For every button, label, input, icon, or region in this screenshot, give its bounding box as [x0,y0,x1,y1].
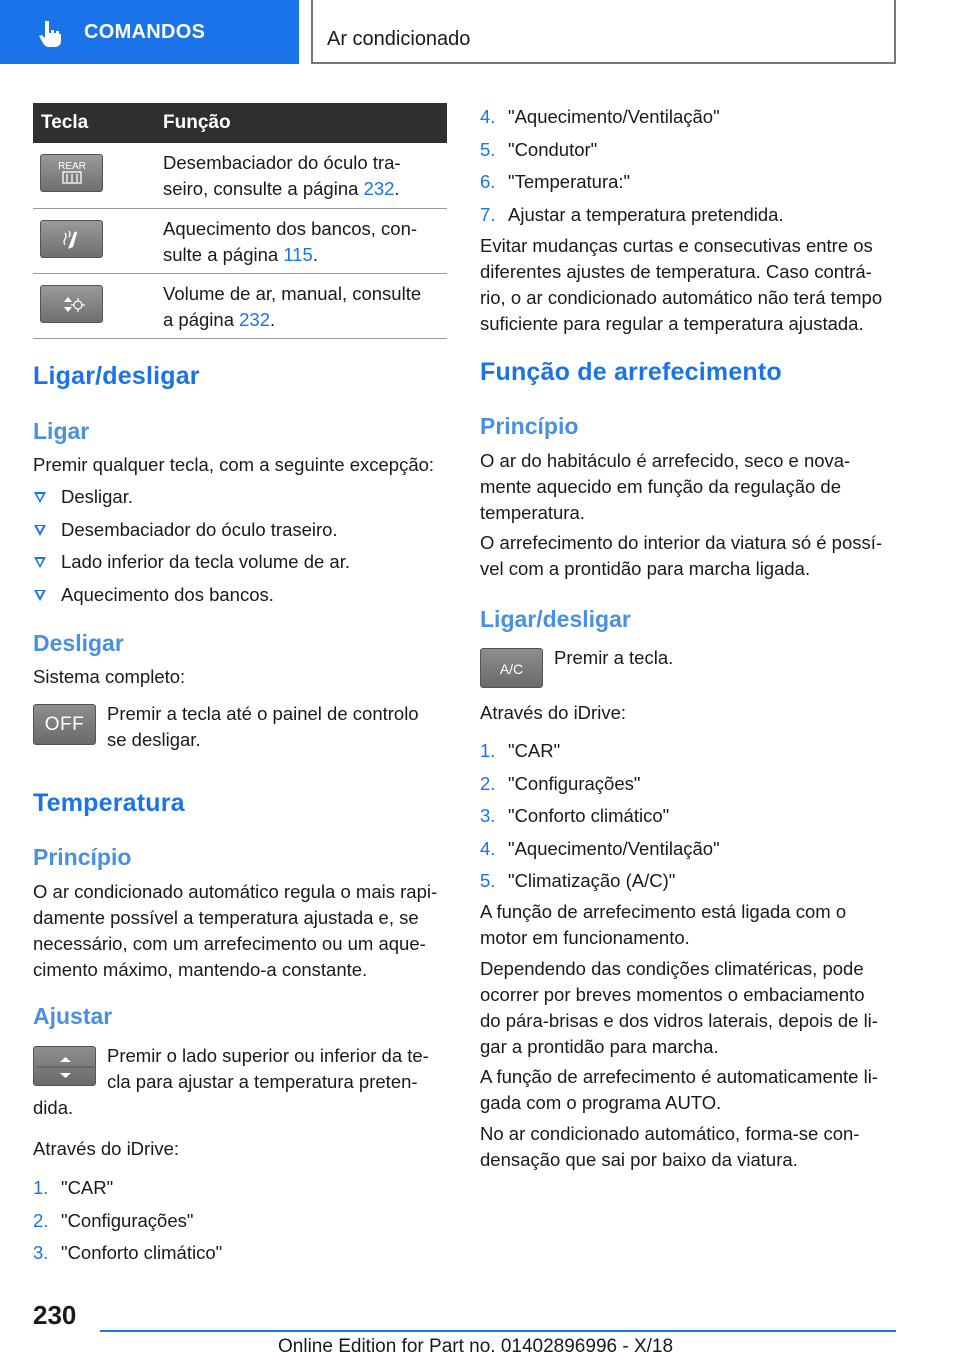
ac-key-label: A/C [499,661,524,677]
header-key: Tecla [41,112,89,133]
avoid-line: diferentes ajustes de temperatura. Caso contrá- [480,261,872,282]
punct: . [312,244,318,265]
principio-line: damente possível a temperatura ajustada e, se [33,907,419,928]
row-text-line: a página [163,309,240,330]
avoid-line: Evitar mudanças curtas e consecutivas entre os [480,235,873,256]
p4-line: Dependendo das condições climatéricas, pode [480,958,864,979]
list-item: 3. "Conforto climático" [480,805,670,826]
ajustar-line: dida. [33,1097,74,1118]
idrive-steps-ac [480,738,720,901]
triangle-bullet-icon [34,590,46,601]
row-text-line: Desembaciador do óculo tra- [163,152,401,173]
off-text-1: Premir a tecla até o painel de controlo [107,703,419,724]
ac-key-icon [480,648,543,688]
heading-ligar: Ligar [33,418,90,444]
p4-line: gar a prontidão para marcha. [480,1036,719,1057]
heading-ajustar: Ajustar [33,1003,113,1029]
list-item: 4. "Aquecimento/Ventilação" [480,106,720,127]
svg-text:REAR: REAR [58,161,86,172]
list-item: 1. "CAR" [480,740,561,761]
p3-line: A função de arrefecimento está ligada com o [480,901,847,922]
list-item: 7. Ajustar a temperatura pretendida. [480,203,784,225]
avoid-line: suficiente para regular a temperatura ajustada. [480,313,864,334]
list-item: 2. "Configurações" [33,1209,194,1231]
page-link[interactable]: 232 [363,178,395,199]
p1-line: mente aquecido em função da regulação de [480,476,842,497]
chapter-tab[interactable] [0,0,299,64]
p3-line: motor em funcionamento. [480,927,690,948]
list-item: Lado inferior da tecla volume de ar. [33,549,350,582]
list-item: Desligar. [33,484,350,517]
table-row [33,143,447,209]
desligar-text: Sistema completo: [33,666,186,687]
list-item: 2. "Configurações" [480,772,641,794]
p4-line: do pára-brisas e dos vidros laterais, depois de li- [480,1010,878,1031]
heading-on-off-ac: Ligar/desligar [480,606,631,632]
chapter-tab-label: COMANDOS [84,20,206,43]
triangle-bullet-icon [34,525,46,536]
punct: . [394,178,400,199]
idrive-text: Através do iDrive: [480,702,626,723]
page-link[interactable]: 115 [283,244,313,265]
list-item: 3. "Conforto climático" [33,1242,223,1263]
p1-line: O ar do habitáculo é arrefecido, seco e nova- [480,450,851,471]
off-key-label: OFF [44,714,85,735]
row-text-line: Volume de ar, manual, consulte [163,283,422,304]
list-item: 5. "Condutor" [480,138,598,160]
key-function-table [33,103,447,339]
edition-text: Online Edition for Part no. 01402896996 - X/18 [278,1336,674,1357]
page-link[interactable]: 232 [239,309,270,330]
off-key-icon [33,704,96,745]
list-item: 6. "Temperatura:" [480,171,631,192]
principio-line: cimento máximo, mantendo-a constante. [33,959,368,980]
idrive-text: Através do iDrive: [33,1138,179,1159]
p4-line: ocorrer por breves momentos o embaciamento [480,984,865,1005]
list-item: Aquecimento dos bancos. [33,582,350,615]
list-item: 5. "Climatização (A/C)" [480,870,676,891]
row-text-line: seiro, consulte a página [163,178,364,199]
p6-line: densação que sai por baixo da viatura. [480,1149,798,1170]
ligar-text: Premir qualquer tecla, com a seguinte excepção: [33,454,435,475]
temperature-up-down-key-icon [33,1046,96,1086]
footer-divider [100,1330,896,1332]
p2-line: vel com a prontidão para marcha ligada. [480,558,811,579]
table-row [33,274,447,339]
ajustar-line: Premir o lado superior ou inferior da te- [107,1045,429,1066]
press-key-text: Premir a tecla. [554,647,674,668]
p2-line: O arrefecimento do interior da viatura só é possí- [480,532,883,553]
table-row [33,209,447,274]
triangle-bullet-icon [34,557,46,568]
p5-line: gada com o programa AUTO. [480,1092,722,1113]
heading-on-off: Ligar/desligar [33,362,200,390]
principio-line: O ar condicionado automático regula o mais rapi- [33,881,438,902]
row-text-line: Aquecimento dos bancos, con- [163,218,418,239]
off-text-2: se desligar. [107,729,201,750]
idrive-steps [33,1175,222,1273]
section-title: Ar condicionado [327,28,471,50]
list-item: 4. "Aquecimento/Ventilação" [480,837,720,859]
hand-pointer-icon [36,17,66,47]
ligar-exceptions [33,484,350,614]
p1-line: temperatura. [480,502,585,523]
section-header [311,0,896,64]
punct: . [270,309,276,330]
table-header [33,103,447,143]
list-item: Desembaciador do óculo traseiro. [33,517,350,550]
avoid-line: rio, o ar condicionado automático não terá tempo [480,287,883,308]
p5-line: A função de arrefecimento é automaticamente li- [480,1066,878,1087]
list-item: 1. "CAR" [33,1177,114,1198]
heading-temperatura: Temperatura [33,789,185,817]
heading-funcao-arrefecimento: Função de arrefecimento [480,358,782,386]
row-text-line: sulte a página [163,244,284,265]
idrive-steps-continued [480,104,784,234]
triangle-bullet-icon [34,492,46,503]
header-function: Função [163,112,231,133]
heading-desligar: Desligar [33,630,124,656]
page-number: 230 [33,1300,77,1330]
heading-principio: Princípio [33,844,132,870]
air-volume-key-icon [40,285,103,323]
rear-defroster-key-icon [40,154,103,192]
ajustar-line: cla para ajustar a temperatura preten- [107,1071,418,1092]
seat-heating-key-icon [40,220,103,258]
heading-principio: Princípio [480,413,579,439]
principio-line: necessário, com um arrefecimento ou um aque- [33,933,426,954]
p6-line: No ar condicionado automático, forma-se con- [480,1123,860,1144]
